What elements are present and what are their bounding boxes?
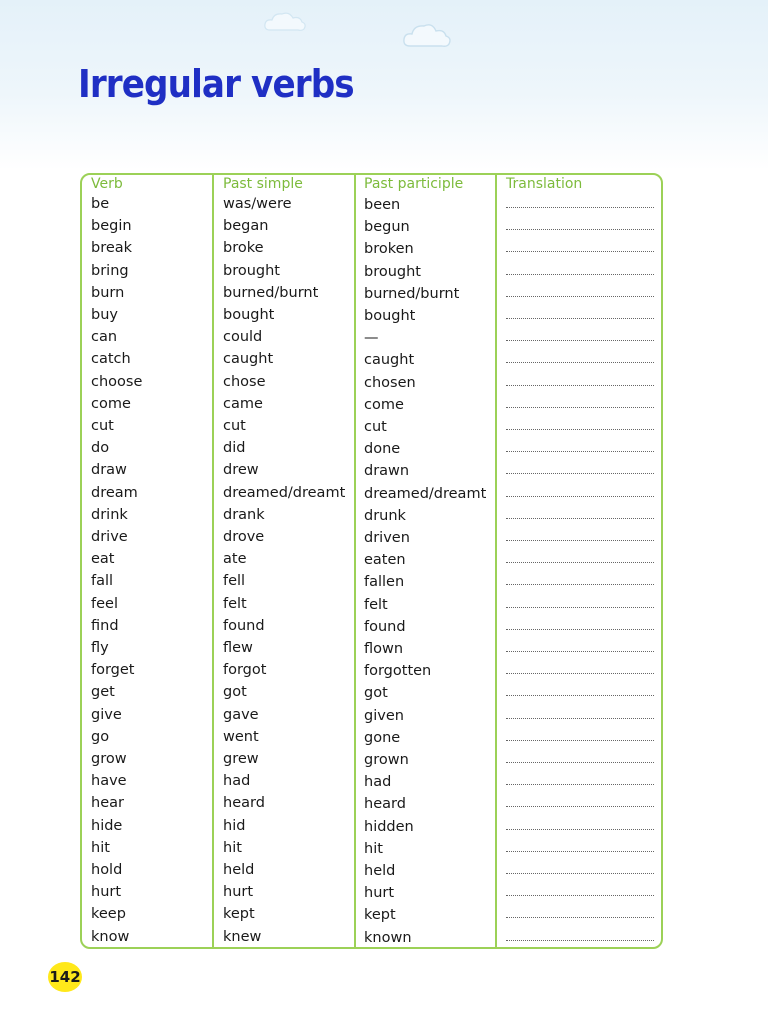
past-participle-cell: chosen [364,374,416,391]
verb-cell: eat [91,551,115,568]
table-row [82,928,661,950]
translation-blank[interactable] [506,429,654,430]
header-verb: Verb [91,176,123,192]
past-participle-cell: drunk [364,507,406,524]
past-participle-cell: hidden [364,818,414,835]
translation-blank[interactable] [506,895,654,896]
table-row [82,683,661,705]
verb-cell: begin [91,218,132,235]
table-row [82,328,661,350]
past-simple-cell: gave [223,706,259,723]
past-participle-cell: brought [364,263,421,280]
past-participle-cell: forgotten [364,663,432,680]
past-participle-cell: — [364,330,379,347]
past-participle-cell: flown [364,641,404,657]
past-participle-cell: heard [364,796,406,813]
verb-cell: break [91,240,133,257]
verb-cell: keep [91,906,126,923]
table-row [82,239,661,261]
verb-cell: be [91,196,110,212]
past-simple-cell: could [223,329,263,346]
table-row [82,617,661,639]
verb-cell: fall [91,573,114,590]
translation-blank[interactable] [506,718,654,719]
page-number: 142 [49,968,81,986]
verb-cell: catch [91,351,131,368]
past-simple-cell: knew [223,928,262,945]
irregular-verbs-table [80,173,663,949]
past-simple-cell: flew [223,640,253,656]
table-row [82,262,661,284]
table-row [82,550,661,572]
verb-cell: do [91,440,110,457]
past-simple-cell: had [223,773,251,790]
table-row [82,439,661,461]
past-simple-cell: burned/burnt [223,284,319,301]
past-simple-cell: found [223,617,265,634]
past-simple-cell: brought [223,262,280,279]
table-row [82,506,661,528]
past-participle-cell: known [364,929,412,946]
past-participle-cell: grown [364,752,409,768]
past-simple-cell: hurt [223,884,254,901]
past-participle-cell: hit [364,840,383,857]
table-row [82,350,661,372]
past-simple-cell: felt [223,595,247,612]
verb-cell: drink [91,506,128,523]
cloud-icon [401,20,453,50]
verb-cell: hit [91,839,110,856]
translation-blank[interactable] [506,695,654,696]
past-participle-cell: cut [364,419,387,435]
past-participle-cell: given [364,707,404,724]
table-row [82,728,661,750]
past-simple-cell: cut [223,418,246,434]
verb-cell: hurt [91,884,122,901]
table-row [82,750,661,772]
verb-cell: have [91,773,127,790]
past-participle-cell: felt [364,596,388,613]
translation-blank[interactable] [506,274,654,275]
table-row [82,395,661,417]
table-row [82,417,661,439]
past-participle-cell: come [364,396,404,413]
past-simple-cell: chose [223,373,266,390]
past-simple-cell: forgot [223,662,267,679]
translation-blank[interactable] [506,917,654,918]
translation-blank[interactable] [506,318,654,319]
past-simple-cell: hid [223,817,246,834]
page-title: Irregular verbs [78,62,354,106]
translation-blank[interactable] [506,340,654,341]
verb-cell: drive [91,529,128,545]
table-row [82,195,661,217]
past-simple-cell: came [223,395,263,412]
past-simple-cell: did [223,440,246,457]
past-simple-cell: drove [223,529,265,545]
verb-cell: find [91,617,119,634]
past-simple-cell: got [223,684,247,701]
past-simple-cell: drank [223,506,265,523]
translation-blank[interactable] [506,873,654,874]
table-row [82,217,661,239]
verb-cell: forget [91,662,135,679]
translation-blank[interactable] [506,607,654,608]
translation-blank[interactable] [506,673,654,674]
past-participle-cell: caught [364,352,415,369]
past-simple-cell: broke [223,240,264,257]
past-participle-cell: driven [364,530,410,546]
verb-cell: hold [91,862,123,878]
past-simple-cell: dreamed/dreamt [223,484,346,501]
verb-cell: hear [91,795,124,812]
table-row [82,839,661,861]
past-simple-cell: was/were [223,196,292,212]
table-row [82,706,661,728]
translation-blank[interactable] [506,784,654,785]
translation-blank[interactable] [506,540,654,541]
table-row [82,528,661,550]
past-simple-cell: kept [223,906,255,923]
table-row [82,794,661,816]
verb-cell: fly [91,640,109,656]
past-participle-cell: gone [364,729,401,746]
past-participle-cell: burned/burnt [364,285,460,302]
translation-blank[interactable] [506,651,654,652]
past-participle-cell: bought [364,308,416,324]
translation-blank[interactable] [506,385,654,386]
past-participle-cell: broken [364,241,414,258]
translation-blank[interactable] [506,362,654,363]
verb-cell: hide [91,817,123,834]
past-participle-cell: begun [364,219,410,236]
translation-blank[interactable] [506,407,654,408]
past-simple-cell: heard [223,795,265,812]
table-row [82,306,661,328]
past-participle-cell: had [364,774,392,791]
table-row [82,861,661,883]
translation-blank[interactable] [506,851,654,852]
translation-blank[interactable] [506,496,654,497]
verb-cell: feel [91,595,118,612]
past-participle-cell: eaten [364,552,406,569]
past-participle-cell: fallen [364,574,405,591]
translation-blank[interactable] [506,251,654,252]
table-row [82,883,661,905]
table-row [82,373,661,395]
verb-cell: dream [91,484,138,501]
translation-blank[interactable] [506,473,654,474]
past-simple-cell: hit [223,839,242,856]
translation-blank[interactable] [506,296,654,297]
table-row [82,661,661,683]
header-translation: Translation [506,176,583,192]
verb-cell: can [91,329,118,346]
past-participle-cell: dreamed/dreamt [364,485,487,502]
translation-blank[interactable] [506,762,654,763]
verb-cell: go [91,728,110,745]
past-simple-cell: bought [223,307,275,323]
past-participle-cell: hurt [364,885,395,902]
table-row [82,484,661,506]
translation-blank[interactable] [506,806,654,807]
table-row [82,595,661,617]
translation-blank[interactable] [506,207,654,208]
past-participle-cell: got [364,685,388,702]
table-row [82,572,661,594]
translation-blank[interactable] [506,629,654,630]
verb-cell: bring [91,262,129,279]
past-participle-cell: been [364,197,401,213]
past-simple-cell: grew [223,751,259,767]
past-participle-cell: kept [364,907,396,924]
translation-blank[interactable] [506,518,654,519]
cloud-icon [262,10,308,34]
table-row [82,772,661,794]
translation-blank[interactable] [506,584,654,585]
translation-blank[interactable] [506,940,654,941]
translation-blank[interactable] [506,562,654,563]
past-participle-cell: drawn [364,463,410,480]
translation-blank[interactable] [506,740,654,741]
past-simple-cell: fell [223,573,246,590]
table-row [82,905,661,927]
past-simple-cell: ate [223,551,247,568]
table-row [82,461,661,483]
past-simple-cell: began [223,218,269,235]
header-past-simple: Past simple [223,176,303,192]
verb-cell: give [91,706,122,723]
translation-blank[interactable] [506,229,654,230]
past-participle-cell: held [364,863,396,879]
past-simple-cell: held [223,862,255,878]
verb-cell: buy [91,307,118,323]
past-simple-cell: caught [223,351,274,368]
past-simple-cell: drew [223,462,259,479]
verb-cell: come [91,395,131,412]
past-participle-cell: found [364,618,406,635]
table-row [82,284,661,306]
translation-blank[interactable] [506,829,654,830]
verb-cell: know [91,928,130,945]
page-number-badge [48,962,82,992]
verb-cell: choose [91,373,143,390]
table-row [82,817,661,839]
verb-cell: get [91,684,115,701]
past-participle-cell: done [364,441,401,458]
table-row [82,639,661,661]
verb-cell: burn [91,284,125,301]
verb-cell: cut [91,418,114,434]
verb-cell: grow [91,751,127,767]
header-past-participle: Past participle [364,176,464,192]
translation-blank[interactable] [506,451,654,452]
verb-cell: draw [91,462,127,479]
past-simple-cell: went [223,728,259,745]
